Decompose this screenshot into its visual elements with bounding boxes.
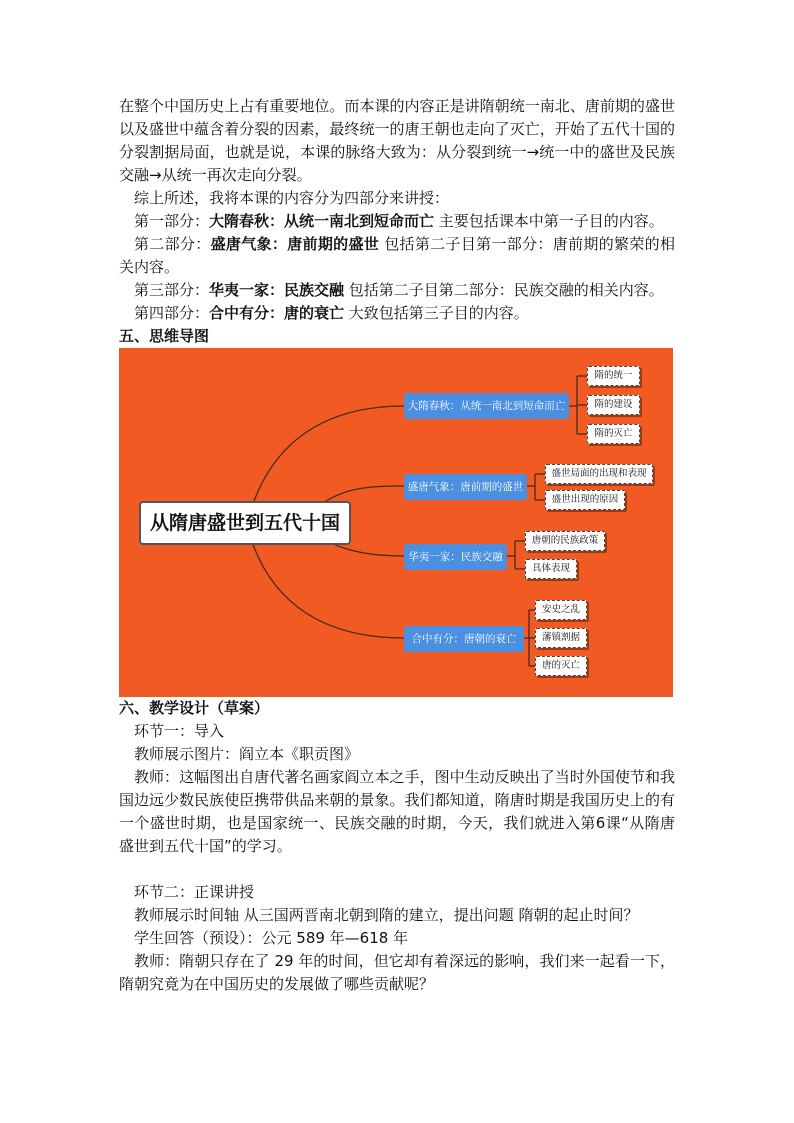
timeline-question: 教师展示时间轴 从三国两晋南北朝到隋的建立，提出问题 隋朝的起止时间？ (134, 906, 639, 924)
leaf-4-1: 安史之乱 (535, 600, 587, 620)
teacher-intro-paragraph: 教师：这幅图出自唐代著名画家阎立本之手，图中生动反映出了当时外国使节和我国边远少数民族使臣携带供品来朝的景象。我们都知道，隋唐时期是我国历史上的有一个盛世时期，也是国家统一、民族交融的时期，今天，我们就进入第6课“从隋唐盛世到五代十国”的学习。 (119, 768, 675, 855)
intro-paragraph: 在整个中国历史上占有重要地位。而本课的内容正是讲隋朝统一南北、唐前期的盛世以及盛世中蕴含着分裂的因素，最终统一的唐王朝也走向了灭亡，开始了五代十国的分裂割据局面，也就是说，本课的脉络大致为：从分裂到统一→统一中的盛世及民族交融→从统一再次走向分裂。 (119, 97, 675, 184)
branch-3: 华夷一家：民族交融 (404, 544, 507, 570)
step-2-heading: 环节二：正课讲授 (134, 883, 255, 901)
mind-map (119, 348, 673, 697)
leaf-2-2: 盛世出现的原因 (545, 490, 625, 510)
connector-leaves-4 (524, 610, 535, 666)
section-5-heading: 五、思维导图 (119, 327, 210, 345)
part-1: 第一部分：大隋春秋：从统一南北到短命而亡 主要包括课本中第一子目的内容。 (134, 212, 664, 230)
connector-leaves-1 (569, 376, 587, 434)
blank-line (119, 858, 675, 881)
leaf-1-2: 隋的建设 (587, 395, 640, 415)
leaf-1-3: 隋的灭亡 (587, 424, 640, 444)
connector-leaves-2 (527, 474, 545, 500)
leaf-3-1: 唐朝的民族政策 (525, 531, 605, 551)
branch-1: 大隋春秋：从统一南北到短命而亡 (404, 393, 569, 419)
section-6-heading: 六、教学设计（草案） (119, 699, 270, 717)
part-2: 第二部分：盛唐气象：唐前期的盛世 包括第二子目第一部分：唐前期的繁荣的相关内容。 (119, 235, 675, 276)
leaf-2-1: 盛世局面的出现和表现 (545, 464, 653, 484)
document-page (119, 95, 675, 996)
leaf-4-2: 藩镇割据 (535, 628, 587, 648)
leaf-1-1: 隋的统一 (587, 366, 640, 386)
teacher-followup: 教师：隋朝只存在了 29 年的时间，但它却有着深远的影响，我们来一起看一下，隋朝究竟为在中国历史的发展做了哪些贡献呢？ (119, 952, 675, 993)
connector-leaves-3 (507, 541, 525, 569)
mind-map-central-topic: 从隋唐盛世到五代十国 (139, 501, 351, 545)
part-2-title: 盛唐气象：唐前期的盛世 (210, 235, 380, 253)
leaf-4-3: 唐的灭亡 (535, 656, 587, 676)
branch-2: 盛唐气象：唐前期的盛世 (404, 474, 527, 500)
summary-paragraph: 综上所述，我将本课的内容分为四部分来讲授： (134, 189, 450, 207)
teacher-shows-image: 教师展示图片：阎立本《职贡图》 (134, 745, 360, 763)
part-3-title: 华夷一家：民族交融 (209, 281, 345, 299)
part-1-title: 大隋春秋：从统一南北到短命而亡 (209, 212, 435, 230)
part-4-title: 合中有分：唐的衰亡 (209, 304, 345, 322)
step-1-heading: 环节一：导入 (134, 722, 225, 740)
branch-4: 合中有分：唐朝的衰亡 (404, 626, 524, 652)
student-answer: 学生回答（预设）：公元 589 年—618 年 (134, 929, 409, 947)
part-3: 第三部分：华夷一家：民族交融 包括第二子目第二部分：民族交融的相关内容。 (134, 281, 664, 299)
part-4: 第四部分：合中有分：唐的衰亡 大致包括第三子目的内容。 (134, 304, 529, 322)
leaf-3-2: 具体表现 (525, 559, 577, 579)
